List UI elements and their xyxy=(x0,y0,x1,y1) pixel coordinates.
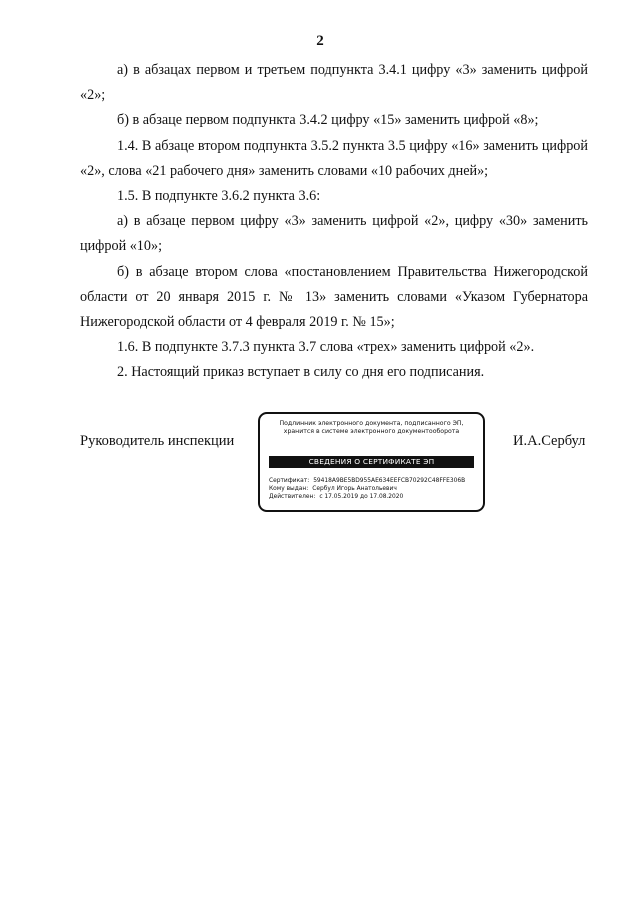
stamp-certificate-value: 59418A9BE5BD955AE634EEFCB70292C48FFE306B xyxy=(313,478,466,484)
stamp-header xyxy=(260,420,483,436)
stamp-header-line: хранится в системе электронного документооборота xyxy=(283,428,460,435)
stamp-validity-value: с 17.05.2019 до 17.08.2020 xyxy=(319,494,404,500)
paragraph-1-6: 1.6. В подпункте 3.7.3 пункта 3.7 слова «трех» заменить цифрой «2». xyxy=(117,339,535,356)
stamp-certificate-row xyxy=(269,477,465,485)
stamp-title: СВЕДЕНИЯ О СЕРТИФИКАТЕ ЭП xyxy=(269,456,474,468)
stamp-owner-row xyxy=(269,485,465,493)
stamp-validity-label: Действителен: xyxy=(269,494,316,500)
paragraph-item-a-3-4-1: а) в абзацах первом и третьем подпункта 3.4.1 цифру «3» заменить цифрой «2»; xyxy=(80,62,588,104)
stamp-owner-value: Сербул Игорь Анатольевич xyxy=(312,486,397,492)
stamp-owner-label: Кому выдан: xyxy=(269,486,309,492)
paragraph-item-b-3-4-2: б) в абзаце первом подпункта 3.4.2 цифру «15» заменить цифрой «8»; xyxy=(117,112,539,129)
stamp-certificate-label: Сертификат: xyxy=(269,478,310,484)
signer-name: И.А.Сербул xyxy=(513,433,586,449)
electronic-signature-stamp xyxy=(258,412,485,512)
stamp-header-line: Подлинник электронного документа, подписанного ЭП, xyxy=(279,420,464,427)
stamp-details xyxy=(269,477,465,501)
stamp-validity-row xyxy=(269,493,465,501)
paragraph-item-a-3-6-2: а) в абзаце первом цифру «3» заменить цифрой «2», цифру «30» заменить цифрой «10»; xyxy=(80,213,588,255)
paragraph-1-5: 1.5. В подпункте 3.6.2 пункта 3.6: xyxy=(117,188,321,205)
page-number: 2 xyxy=(316,33,324,49)
document-body xyxy=(80,58,588,386)
paragraph-2: 2. Настоящий приказ вступает в силу со дня его подписания. xyxy=(117,364,485,381)
paragraph-item-b-3-6-2: б) в абзаце втором слова «постановлением Правительства Нижегородской области от 20 января 2015 г. № 13» заменить словами «Указом Губернатора Нижегородской области от 4 февраля 2019 г. № 15»; xyxy=(80,263,588,331)
signer-position: Руководитель инспекции xyxy=(80,433,235,449)
paragraph-1-4: 1.4. В абзаце втором подпункта 3.5.2 пункта 3.5 цифру «16» заменить цифрой «2», слова «21 рабочего дня» заменить словами «10 рабочих дней»; xyxy=(80,137,588,179)
